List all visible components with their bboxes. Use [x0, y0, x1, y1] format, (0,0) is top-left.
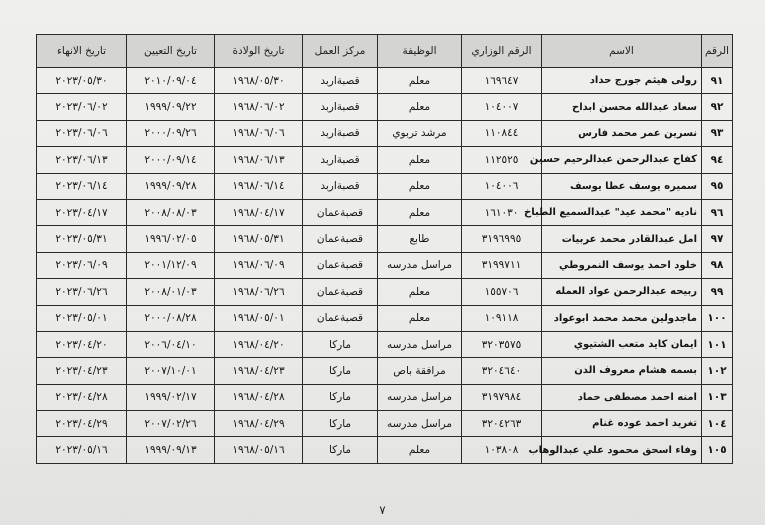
cell-birth-date: ١٩٦٨/٠٤/٢٩ [215, 411, 303, 437]
cell-end-date: ٢٠٢٣/٠٤/١٧ [37, 199, 127, 225]
cell-num: ١٠١ [702, 331, 733, 357]
table-row [37, 120, 733, 146]
cell-job: طابع [378, 226, 462, 252]
header-num: الرقم [702, 35, 733, 68]
cell-job: معلم [378, 94, 462, 120]
table-row [37, 305, 733, 331]
cell-name: خلود احمد يوسف النمروطي [542, 252, 702, 278]
cell-work-center: ماركا [303, 358, 378, 384]
cell-name: سميره يوسف عطا يوسف [542, 173, 702, 199]
table-row [37, 279, 733, 305]
header-work-center: مركز العمل [303, 35, 378, 68]
cell-work-center: قصبةاربد [303, 68, 378, 94]
cell-job: مراسل مدرسه [378, 384, 462, 410]
cell-ministry-no: ٣٢٠٤٢٦٣ [462, 411, 542, 437]
cell-name: ربيحه عبدالرحمن عواد العمله [542, 279, 702, 305]
header-ministry-no: الرقم الوزاري [462, 35, 542, 68]
cell-name: امنه احمد مصطفى حماد [542, 384, 702, 410]
cell-job: مراسل مدرسه [378, 252, 462, 278]
cell-hire-date: ٢٠٠٧/٠٢/٢٦ [127, 411, 215, 437]
cell-num: ١٠٠ [702, 305, 733, 331]
cell-hire-date: ٢٠٠٠/٠٨/٢٨ [127, 305, 215, 331]
cell-end-date: ٢٠٢٣/٠٤/٢٠ [37, 331, 127, 357]
cell-ministry-no: ١٦١٠٣٠ [462, 199, 542, 225]
cell-ministry-no: ١٦٩٦٤٧ [462, 68, 542, 94]
cell-birth-date: ١٩٦٨/٠٥/٠١ [215, 305, 303, 331]
cell-job: مرافقة باص [378, 358, 462, 384]
cell-name: تغريد احمد عوده غنام [542, 411, 702, 437]
cell-birth-date: ١٩٦٨/٠٤/٢٨ [215, 384, 303, 410]
cell-job: مرشد تربوي [378, 120, 462, 146]
cell-name: ناديه "محمد عيد" عبدالسميع الطباخ [542, 199, 702, 225]
header-name: الاسم [542, 35, 702, 68]
cell-job: معلم [378, 437, 462, 463]
cell-job: مراسل مدرسه [378, 331, 462, 357]
cell-end-date: ٢٠٢٣/٠٤/٢٨ [37, 384, 127, 410]
cell-num: ٩٦ [702, 199, 733, 225]
cell-num: ٩٩ [702, 279, 733, 305]
table-row [37, 173, 733, 199]
cell-end-date: ٢٠٢٣/٠٦/٢٦ [37, 279, 127, 305]
cell-num: ١٠٥ [702, 437, 733, 463]
cell-num: ٩٥ [702, 173, 733, 199]
cell-work-center: ماركا [303, 411, 378, 437]
cell-work-center: قصبةعمان [303, 252, 378, 278]
cell-job: معلم [378, 199, 462, 225]
cell-hire-date: ١٩٩٦/٠٢/٠٥ [127, 226, 215, 252]
cell-num: ٩٤ [702, 147, 733, 173]
cell-num: ١٠٣ [702, 384, 733, 410]
cell-name: امل عبدالقادر محمد عربيات [542, 226, 702, 252]
cell-hire-date: ١٩٩٩/٠٩/١٣ [127, 437, 215, 463]
table-row [37, 199, 733, 225]
cell-job: معلم [378, 147, 462, 173]
cell-end-date: ٢٠٢٣/٠٦/١٤ [37, 173, 127, 199]
cell-name: سعاد عبدالله محسن ابداح [542, 94, 702, 120]
cell-end-date: ٢٠٢٣/٠٦/٠٩ [37, 252, 127, 278]
cell-name: ماجدولين محمد محمد ابوعواد [542, 305, 702, 331]
cell-hire-date: ٢٠٠٠/٠٩/١٤ [127, 147, 215, 173]
cell-work-center: ماركا [303, 384, 378, 410]
cell-hire-date: ١٩٩٩/٠٢/١٧ [127, 384, 215, 410]
cell-end-date: ٢٠٢٣/٠٦/٠٢ [37, 94, 127, 120]
cell-job: معلم [378, 279, 462, 305]
cell-work-center: قصبةاربد [303, 94, 378, 120]
table-row [37, 68, 733, 94]
cell-job: معلم [378, 173, 462, 199]
cell-birth-date: ١٩٦٨/٠٦/٠٢ [215, 94, 303, 120]
table-row [37, 94, 733, 120]
table-row [37, 411, 733, 437]
cell-birth-date: ١٩٦٨/٠٦/٠٦ [215, 120, 303, 146]
cell-birth-date: ١٩٦٨/٠٦/١٤ [215, 173, 303, 199]
header-birth-date: تاريخ الولادة [215, 35, 303, 68]
cell-birth-date: ١٩٦٨/٠٤/٢٣ [215, 358, 303, 384]
cell-hire-date: ١٩٩٩/٠٩/٢٨ [127, 173, 215, 199]
table-row [37, 331, 733, 357]
cell-end-date: ٢٠٢٣/٠٥/٣١ [37, 226, 127, 252]
cell-num: ٩٨ [702, 252, 733, 278]
cell-birth-date: ١٩٦٨/٠٦/٠٩ [215, 252, 303, 278]
cell-birth-date: ١٩٦٨/٠٤/١٧ [215, 199, 303, 225]
cell-end-date: ٢٠٢٣/٠٥/١٦ [37, 437, 127, 463]
cell-name: وفاء اسحق محمود علي عبدالوهاب [542, 437, 702, 463]
cell-num: ٩٣ [702, 120, 733, 146]
employees-table [36, 34, 733, 464]
cell-end-date: ٢٠٢٣/٠٦/١٣ [37, 147, 127, 173]
cell-work-center: قصبةاربد [303, 120, 378, 146]
table-row [37, 384, 733, 410]
cell-name: نسرين عمر محمد فارس [542, 120, 702, 146]
cell-ministry-no: ١٠٤٠٠٧ [462, 94, 542, 120]
cell-birth-date: ١٩٦٨/٠٥/٣٠ [215, 68, 303, 94]
cell-name: ايمان كايد متعب الشتيوي [542, 331, 702, 357]
table-row [37, 226, 733, 252]
cell-ministry-no: ١١٠٨٤٤ [462, 120, 542, 146]
cell-birth-date: ١٩٦٨/٠٥/١٦ [215, 437, 303, 463]
cell-num: ٩١ [702, 68, 733, 94]
cell-ministry-no: ٣١٩٩٧١١ [462, 252, 542, 278]
cell-hire-date: ٢٠٠٨/٠١/٠٣ [127, 279, 215, 305]
cell-work-center: قصبةعمان [303, 226, 378, 252]
cell-birth-date: ١٩٦٨/٠٦/٢٦ [215, 279, 303, 305]
cell-work-center: قصبةاربد [303, 173, 378, 199]
cell-ministry-no: ١٥٥٧٠٦ [462, 279, 542, 305]
cell-ministry-no: ١٠٣٨٠٨ [462, 437, 542, 463]
cell-ministry-no: ١٠٤٠٠٦ [462, 173, 542, 199]
cell-hire-date: ٢٠١٠/٠٩/٠٤ [127, 68, 215, 94]
cell-num: ٩٧ [702, 226, 733, 252]
cell-num: ١٠٢ [702, 358, 733, 384]
cell-birth-date: ١٩٦٨/٠٤/٢٠ [215, 331, 303, 357]
cell-name: بسمه هشام معروف الدن [542, 358, 702, 384]
cell-num: ١٠٤ [702, 411, 733, 437]
cell-name: كفاح عبدالرحمن عبدالرحيم حسين [542, 147, 702, 173]
cell-job: معلم [378, 68, 462, 94]
cell-work-center: قصبةعمان [303, 199, 378, 225]
header-end-date: تاريخ الانهاء [37, 35, 127, 68]
table-row [37, 358, 733, 384]
cell-hire-date: ٢٠٠٦/٠٤/١٠ [127, 331, 215, 357]
cell-ministry-no: ٣٢٠٣٥٧٥ [462, 331, 542, 357]
cell-ministry-no: ٣٢٠٤٦٤٠ [462, 358, 542, 384]
cell-hire-date: ٢٠٠٧/١٠/٠١ [127, 358, 215, 384]
cell-birth-date: ١٩٦٨/٠٥/٣١ [215, 226, 303, 252]
cell-end-date: ٢٠٢٣/٠٦/٠٦ [37, 120, 127, 146]
cell-num: ٩٢ [702, 94, 733, 120]
cell-end-date: ٢٠٢٣/٠٥/٠١ [37, 305, 127, 331]
cell-job: مراسل مدرسه [378, 411, 462, 437]
cell-work-center: ماركا [303, 331, 378, 357]
cell-end-date: ٢٠٢٣/٠٥/٣٠ [37, 68, 127, 94]
header-hire-date: تاريخ التعيين [127, 35, 215, 68]
cell-hire-date: ٢٠٠٠/٠٩/٢٦ [127, 120, 215, 146]
cell-hire-date: ٢٠٠١/١٢/٠٩ [127, 252, 215, 278]
cell-job: معلم [378, 305, 462, 331]
cell-ministry-no: ٣١٩٧٩٨٤ [462, 384, 542, 410]
cell-end-date: ٢٠٢٣/٠٤/٢٩ [37, 411, 127, 437]
cell-ministry-no: ٣١٩٦٩٩٥ [462, 226, 542, 252]
cell-hire-date: ١٩٩٩/٠٩/٢٢ [127, 94, 215, 120]
cell-name: رولى هيثم جورج حداد [542, 68, 702, 94]
cell-work-center: ماركا [303, 437, 378, 463]
cell-hire-date: ٢٠٠٨/٠٨/٠٣ [127, 199, 215, 225]
cell-end-date: ٢٠٢٣/٠٤/٢٣ [37, 358, 127, 384]
cell-work-center: قصبةعمان [303, 305, 378, 331]
cell-work-center: قصبةاربد [303, 147, 378, 173]
table-header-row [37, 35, 733, 68]
cell-work-center: قصبةعمان [303, 279, 378, 305]
table-row [37, 252, 733, 278]
cell-ministry-no: ١١٢٥٢٥ [462, 147, 542, 173]
header-job: الوظيفة [378, 35, 462, 68]
cell-birth-date: ١٩٦٨/٠٦/١٣ [215, 147, 303, 173]
table-row [37, 437, 733, 463]
cell-ministry-no: ١٠٩١١٨ [462, 305, 542, 331]
table-row [37, 147, 733, 173]
page-number: ٧ [379, 503, 386, 517]
